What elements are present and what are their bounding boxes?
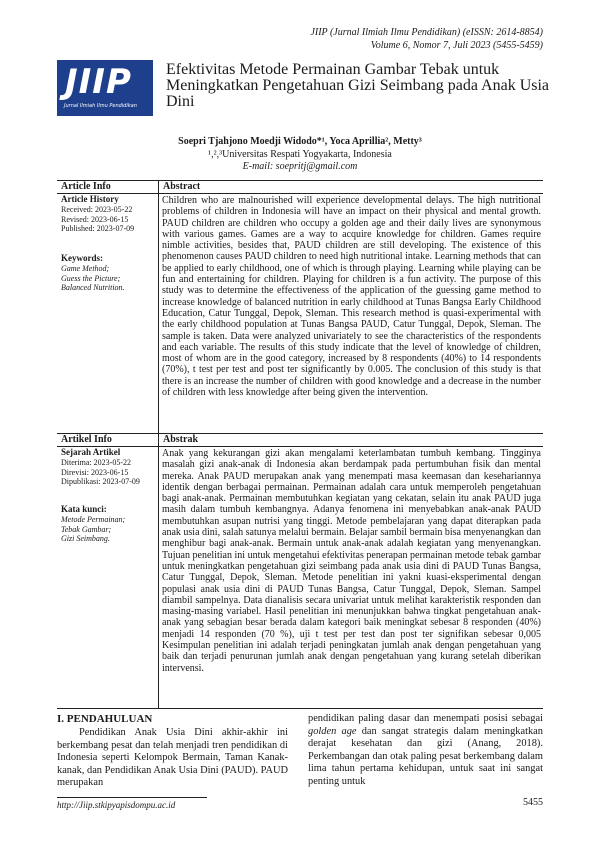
page-number: 5455 — [523, 797, 543, 808]
direvisi-date: Direvisi: 2023-06-15 — [61, 467, 129, 477]
journal-name: JIIP (Jurnal Ilmiah Ilmu Pendidikan) (eISSN: 2614-8854) — [310, 27, 543, 38]
journal-logo — [57, 60, 153, 116]
intro-right-column — [308, 713, 543, 789]
revised-date: Revised: 2023-06-15 — [61, 214, 129, 224]
keyword-item: Metode Permainan; — [61, 515, 126, 524]
intro-italic-term: golden age — [308, 725, 357, 737]
abstract-english: Children who are malnourished will experience developmental delays. The high nutritional problems of children in Indonesia will have an impact on their physical and mental growth. PAUD children are children who occupy a golden age and their daily lives are synonymous with various games. Games are a way to acquire knowledge for children. Games require nimble activities, besides that, PAUD children are still developing. The existence of this phenomenon causes PAUD children to need high nutritional intake. Learning methods that can be applied to early childhood, one of which is through playing. Learning while playing can be fun and entertaining for children. Playing for children is a fun activity. The purpose of this study was to determine the effectiveness of the application of the guessing game method to increase knowledge of balanced nutrition in early childhood at Tunas Bangsa Early Childhood Education, Catur Tunggal, Depok, Sleman. This research method is quasi-experimental with the early childhood population at Tunas Bangsa PAUD, Catur Tunggal, Depok, Sleman. The sample is taken. Data were analyzed univariately to see the characteristics of the respondents and each variable. The results of this study indicate that the level of knowledge of children, most of whom are in the good category, increased by 8 respondents (40%) to 14 respondents (70%), t test per test and post ter significantly by 0.005. The conclusion of this study is that there is an increase the number of children with good knowledge and a decrease in the number of children with less knowledge after being given the intervention. — [162, 195, 541, 399]
keyword-item: Game Method; — [61, 264, 110, 273]
received-date: Received: 2023-05-22 — [61, 205, 133, 214]
keyword-item: Tebak Gambar; — [61, 524, 112, 534]
diterima-date: Diterima: 2023-05-22 — [61, 458, 131, 467]
divider — [57, 433, 543, 434]
column-divider — [158, 433, 159, 708]
column-divider — [158, 180, 159, 433]
intro-text: dan sangat strategis dalam meningkatkan derajat kesehatan dan gizi (Anang, 2018). Perkembangan dan otak paling pesat berkembang dalam lima tahun pertama kehidupan, untuk saat ini sangat penting untuk — [308, 725, 543, 787]
authors: Soepri Tjahjono Moedji Widodo*¹, Yoca Aprillia², Metty³ — [178, 136, 422, 147]
divider — [57, 180, 543, 181]
footer-url[interactable]: http://Jiip.stkipyapisdompu.ac.id — [57, 800, 176, 810]
footer-divider — [57, 797, 207, 798]
article-history-label: Article History — [61, 194, 119, 204]
paper-title: Efektivitas Metode Permainan Gambar Tebak untuk Meningkatkan Pengetahuan Gizi Seimbang pada Anak Usia Dini — [166, 61, 550, 110]
abstract-label: Abstract — [163, 181, 201, 192]
affiliation: ¹,²,³Universitas Respati Yogyakarta, Indonesia — [208, 149, 392, 160]
intro-text: pendidikan paling dasar dan menempati posisi sebagai — [308, 713, 543, 724]
divider — [57, 446, 543, 447]
sejarah-artikel-label: Sejarah Artikel — [61, 447, 121, 457]
divider — [57, 193, 543, 194]
divider — [57, 708, 543, 709]
abstrak-indonesian: Anak yang kekurangan gizi akan mengalami keterlambatan tumbuh kembang. Tingginya masalah gizi anak-anak di Indonesia akan berdampak pada pertumbuhan fisik dan mental mereka. Anak PAUD merupakan anak yang menempati masa keemasan dan kesehariannya identik dengan berbagai permainan. Permainan adalah cara untuk memperoleh pengetahuan bagi anak-anak. Permainan membutuhkan kegiatan yang cekatan, selain itu anak PAUD juga masih dalam tumbuh kembangnya. Adanya fenomena ini menyebabkan anak-anak PAUD membutuhkan asupan nutrisi yang tinggi. Metode pembelajaran yang dapat diterapkan pada anak usia dini, salah satunya melalui bermain. Belajar sambil bermain bisa menyenangkan dan menghibur bagi anak-anak. Bermain untuk anak-anak adalah kegiatan yang menyenangkan. Tujuan penelitian ini untuk mengetahui efektivitas penerapan permainan metode tebak gambar untuk meningkatkan pengetahuan gizi seimbang pada anak usia dini di PAUD Tunas Bangsa, Catur Tunggal, Depok, Sleman. Metode penelitian ini yakni kuasi-eksperimental dengan populasi anak usia dini di PAUD Tunas Bangsa, Catur Tunggal, Depok, Sleman. Sampel diambil sampelnya. Data dianalisis secara univariat untuk melihat karakteristik responden dan masing-masing variabel. Hasil penelitian ini menunjukkan bahwa tingkat pengetahuan anak-anak yang sebagian besar berada dalam kategori baik meningkat sebesar 8 responden (40%) menjadi 14 responden (70 %), uji t test per test dan post ter signifikan sebesar 0,005 Kesimpulan penelitian ini adalah terjadi peningkatan jumlah anak dengan pengetahuan yang baik dan terjadi penurunan jumlah anak dengan pengetahuan yang kurang setelah diberikan intervensi. — [162, 448, 541, 674]
keyword-item: Balanced Nutrition. — [61, 283, 125, 292]
journal-volume: Volume 6, Nomor 7, Juli 2023 (5455-5459) — [370, 40, 543, 51]
keyword-item: Gizi Seimbang. — [61, 534, 110, 543]
keyword-item: Guess the Picture; — [61, 273, 121, 283]
abstrak-label: Abstrak — [163, 434, 199, 445]
artikel-info-label: Artikel Info — [61, 434, 112, 445]
logo-text: JIIP — [65, 62, 132, 102]
logo-subtitle: Jurnal Ilmiah Ilmu Pendidikan — [64, 103, 137, 109]
intro-left-column: Pendidikan Anak Usia Dini akhir-akhir ini berkembang pesat dan telah menjadi tren pendidikan di Indonesia seperti Kelompok Bermain, Taman Kanak-kanak, dan Pendidikan Anak Usia Dini (PAUD). PAUD merupakan — [57, 727, 288, 789]
published-date: Published: 2023-07-09 — [61, 224, 135, 233]
author-email[interactable]: E-mail: soepritj@gmail.com — [242, 161, 358, 172]
section-heading: I. PENDAHULUAN — [57, 713, 153, 725]
article-info-label: Article Info — [61, 181, 111, 192]
journal-header — [310, 26, 543, 52]
keywords-label: Keywords: — [61, 253, 103, 263]
dipublikasi-date: Dipublikasi: 2023-07-09 — [61, 477, 140, 486]
kata-kunci-label: Kata kunci: — [61, 504, 107, 514]
